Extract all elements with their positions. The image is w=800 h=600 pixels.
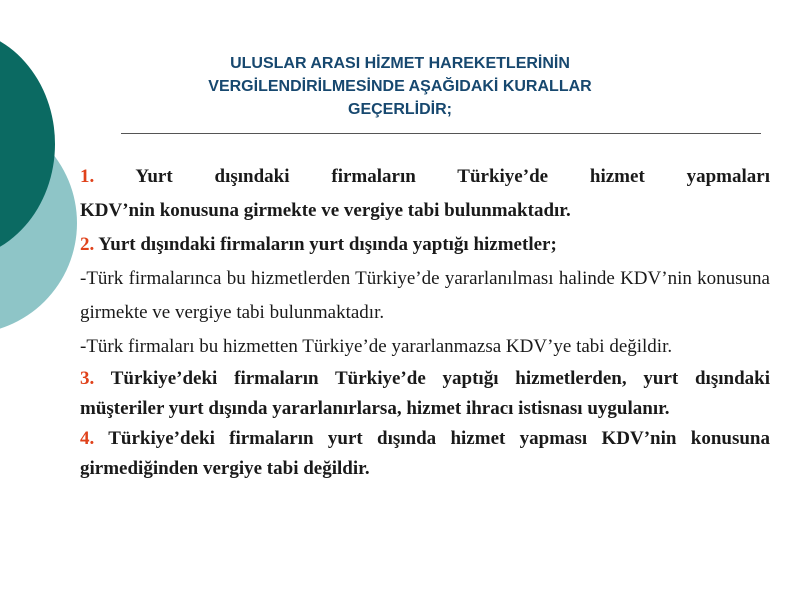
rule-item-3 xyxy=(80,364,770,424)
rule-item-1-second-line: KDV’nin konusuna girmekte ve vergiye tabi bulunmaktadır. xyxy=(80,200,571,221)
item-number: 4. xyxy=(80,428,95,449)
rule-item-2 xyxy=(80,228,770,262)
item-number: 1. xyxy=(80,166,95,187)
title-line-2: VERGİLENDİRİLMESİNDE AŞAĞIDAKİ KURALLAR xyxy=(208,78,592,95)
rule-item-2-sub-1: -Türk firmalarınca bu hizmetlerden Türkiye’de yararlanılması halinde KDV’nin konusuna girmekte ve vergiye tabi bulunmaktadır. xyxy=(80,268,770,323)
item-number: 3. xyxy=(80,368,95,389)
slide-body xyxy=(80,160,770,484)
title-line-3: GEÇERLİDİR; xyxy=(348,101,452,118)
rule-item-1-first-line xyxy=(80,160,770,194)
slide-title xyxy=(120,52,680,121)
title-divider xyxy=(121,133,761,134)
item-text: Türkiye’deki firmaların Türkiye’de yaptığı hizmetlerden, yurt dışındaki müşteriler yurt dışında yararlanırlarsa, hizmet ihracı istisnası uygulanır. xyxy=(80,368,770,419)
item-number: 2. xyxy=(80,234,95,255)
item-text: Yurt dışındaki firmaların yurt dışında yaptığı hizmetler; xyxy=(98,234,557,255)
rule-item-1 xyxy=(80,160,770,228)
item-text: Yurt dışındaki firmaların Türkiye’de hizmet yapmaları xyxy=(135,166,770,187)
title-line-1: ULUSLAR ARASI HİZMET HAREKETLERİNİN xyxy=(230,55,570,72)
rule-item-2-sub-2: -Türk firmaları bu hizmetten Türkiye’de yararlanmazsa KDV’ye tabi değildir. xyxy=(80,336,673,357)
rule-item-4 xyxy=(80,424,770,484)
item-text: Türkiye’deki firmaların yurt dışında hizmet yapması KDV’nin konusuna girmediğinden vergiye tabi değildir. xyxy=(80,428,770,479)
